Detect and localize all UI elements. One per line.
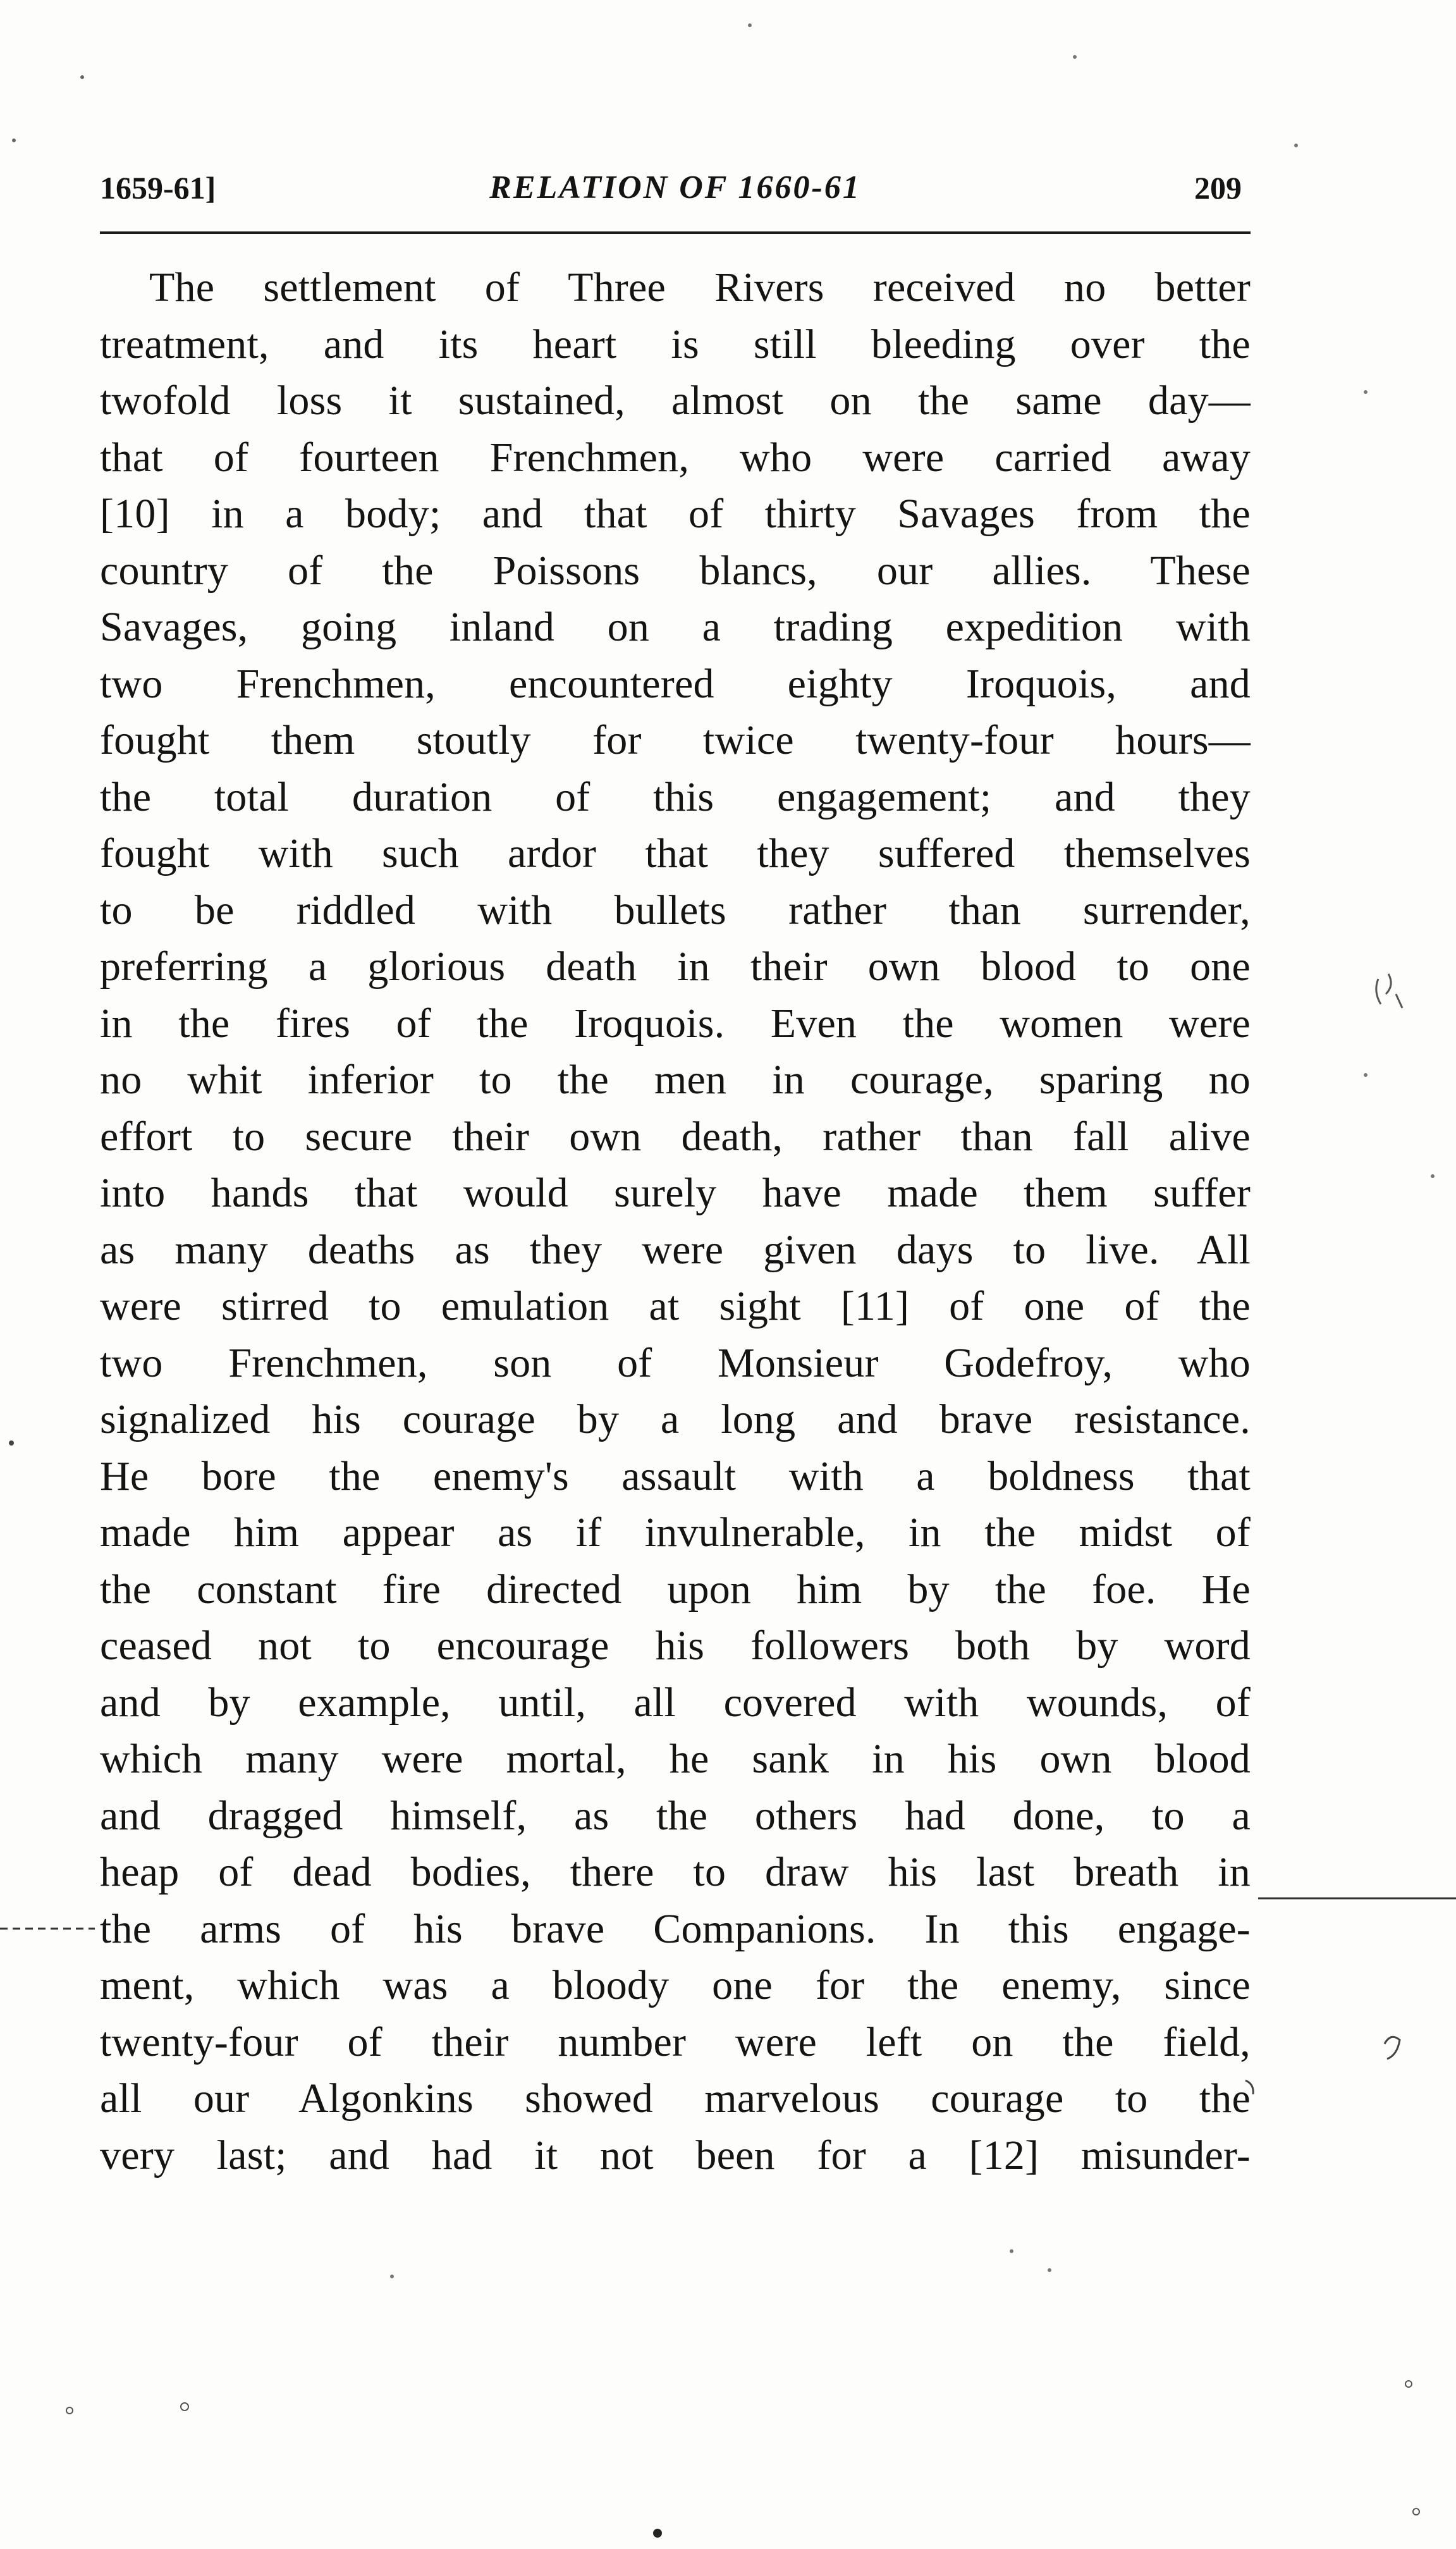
text-line: treatment, and its heart is still bleeding over the [100,321,1251,367]
text-line: twenty-four of their number were left on the field, [100,2018,1251,2065]
text-line: twofold loss it sustained, almost on the same day— [100,378,1251,424]
text-line: ceased not to encourage his followers both by word [100,1623,1251,1669]
text-line: to be riddled with bullets rather than surrender, [100,887,1251,933]
running-head-years: 1659-61] [100,170,216,206]
text-line: which many were mortal, he sank in his own blood [100,1736,1251,1782]
text-line: and by example, until, all covered with wounds, of [100,1679,1251,1726]
text-line: the arms of his brave Companions. In this engage- [100,1905,1251,1952]
text-line: He bore the enemy's assault with a boldness that [100,1453,1251,1499]
text-line: made him appear as if invulnerable, in the midst of [100,1509,1251,1556]
header-rule [100,231,1251,234]
text-line: as many deaths as they were given days to live. All [100,1226,1251,1273]
text-line: and dragged himself, as the others had done, to a [100,1792,1251,1839]
page-number: 209 [1194,170,1242,206]
running-head-title: RELATION OF 1660-61 [489,169,861,206]
text-line: fought them stoutly for twice twenty-four hours— [100,717,1251,763]
running-head [100,166,1251,210]
text-line: the constant fire directed upon him by the foe. He [100,1566,1251,1612]
text-line: very last; and had it not been for a [12] misunder- [100,2132,1251,2178]
text-line: into hands that would surely have made them suffer [100,1170,1251,1216]
text-line: heap of dead bodies, there to draw his last breath in [100,1849,1251,1895]
text-line: were stirred to emulation at sight [11] of one of the [100,1283,1251,1329]
text-line: effort to secure their own death, rather than fall alive [100,1113,1251,1160]
text-line: two Frenchmen, encountered eighty Iroquois, and [100,660,1251,707]
text-line: The settlement of Three Rivers received no better [149,264,1251,310]
text-line: country of the Poissons blancs, our allies. These [100,547,1251,594]
text-line: no whit inferior to the men in courage, sparing no [100,1057,1251,1103]
text-line: the total duration of this engagement; and they [100,773,1251,820]
text-line: signalized his courage by a long and brave resistance. [100,1396,1251,1442]
text-line: fought with such ardor that they suffered themselves [100,830,1251,876]
text-line: all our Algonkins showed marvelous courage to the [100,2075,1251,2122]
text-line: [10] in a body; and that of thirty Savages from the [100,491,1251,537]
text-line: preferring a glorious death in their own blood to one [100,943,1251,990]
text-line: that of fourteen Frenchmen, who were carried away [100,434,1251,481]
text-line: ment, which was a bloody one for the enemy, since [100,1962,1251,2008]
text-line: Savages, going inland on a trading expedition with [100,604,1251,650]
text-line: in the fires of the Iroquois. Even the women were [100,1000,1251,1047]
body-text [100,259,1251,2184]
text-line: two Frenchmen, son of Monsieur Godefroy, who [100,1339,1251,1386]
